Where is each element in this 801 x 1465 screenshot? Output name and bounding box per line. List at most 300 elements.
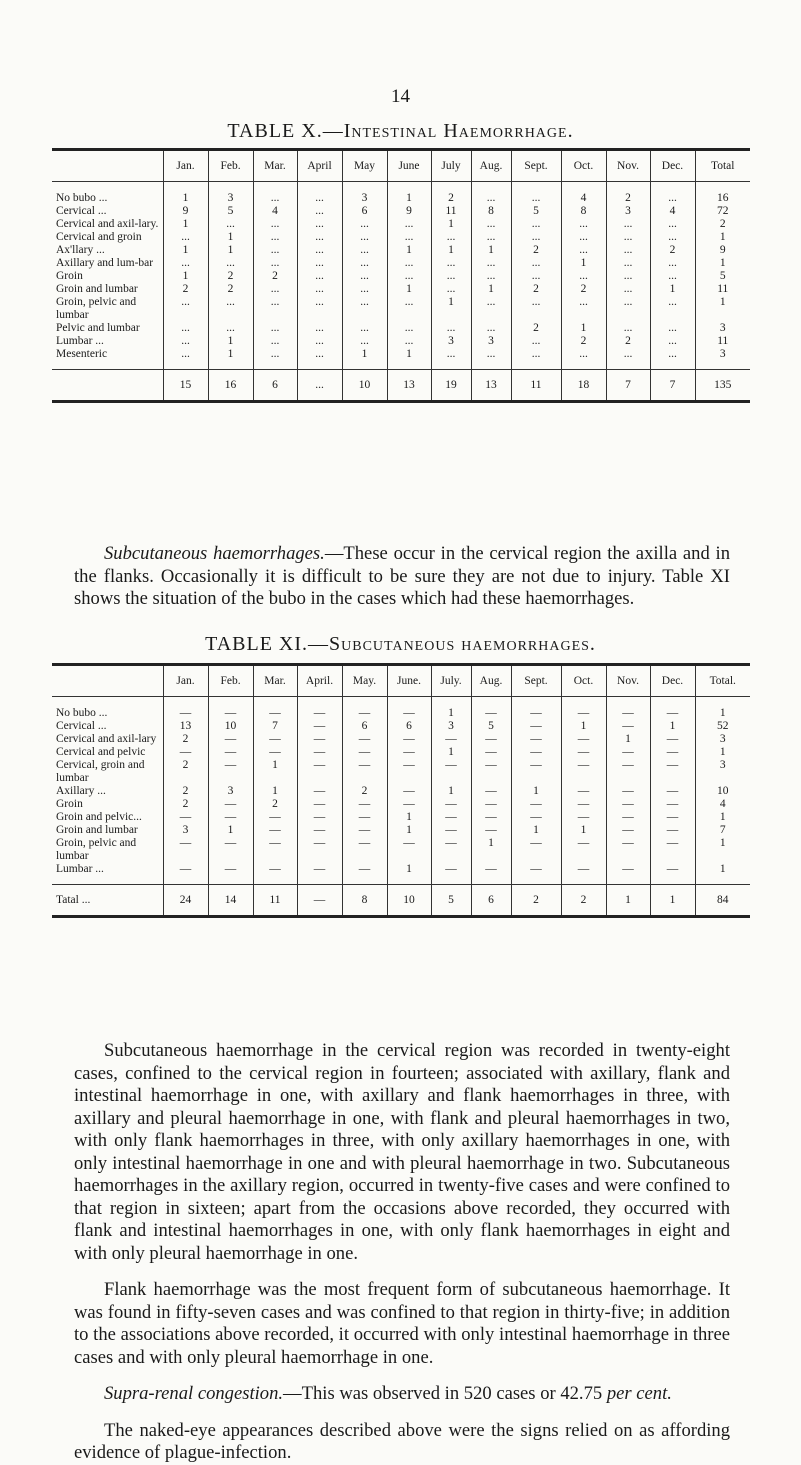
column-header: July. — [431, 665, 471, 697]
table-cell: ... — [650, 270, 695, 283]
table-row — [52, 322, 750, 335]
table-cell: 10 — [695, 785, 750, 798]
spacer-cell — [471, 182, 511, 193]
table-cell: — — [511, 837, 561, 863]
spacer-cell — [387, 697, 431, 708]
table-cell: ... — [511, 257, 561, 270]
table-cell: 1 — [208, 244, 253, 257]
table-row — [52, 218, 750, 231]
table-cell: — — [471, 707, 511, 720]
table-row — [52, 785, 750, 798]
row-label: Cervical ... — [56, 720, 107, 732]
table-cell: ... — [342, 270, 387, 283]
table-cell: 2 — [511, 283, 561, 296]
table-11-title — [0, 633, 801, 656]
table-cell: — — [650, 837, 695, 863]
total-cell: 24 — [163, 885, 208, 917]
table-cell: — — [561, 837, 606, 863]
total-cell: 15 — [163, 370, 208, 402]
paragraph-subcutaneous-intro — [74, 543, 730, 611]
table-cell: — — [342, 707, 387, 720]
table-cell: ... — [297, 335, 342, 348]
table-cell: 1 — [471, 283, 511, 296]
table-cell: ... — [650, 335, 695, 348]
table-cell: — — [606, 824, 650, 837]
spacer-cell — [163, 697, 208, 708]
table-cell: — — [561, 746, 606, 759]
table-cell: ... — [208, 218, 253, 231]
table-cell: 3 — [471, 335, 511, 348]
table-cell: 3 — [695, 759, 750, 785]
table-cell: 1 — [561, 322, 606, 335]
spacer-cell — [163, 182, 208, 193]
table-cell: — — [471, 746, 511, 759]
table-cell: — — [253, 746, 297, 759]
spacer-cell — [52, 182, 163, 193]
row-label: Lumbar ... — [56, 335, 104, 347]
total-cell: 2 — [561, 885, 606, 917]
total-cell: 13 — [387, 370, 431, 402]
total-cell: 84 — [695, 885, 750, 917]
spacer-cell — [253, 876, 297, 885]
total-cell: 7 — [650, 370, 695, 402]
table-cell: 1 — [695, 231, 750, 244]
table-row — [52, 798, 750, 811]
column-header: Aug. — [471, 665, 511, 697]
table-cell: 2 — [163, 785, 208, 798]
table-cell: 2 — [163, 283, 208, 296]
page-number: 14 — [391, 86, 410, 107]
table-cell: ... — [650, 296, 695, 322]
spacer-row — [52, 876, 750, 885]
column-header: April — [297, 150, 342, 182]
table-cell: — — [511, 811, 561, 824]
table-cell: ... — [511, 270, 561, 283]
row-label: Cervical and groin — [56, 231, 142, 243]
spacer-cell — [208, 182, 253, 193]
spacer-cell — [297, 876, 342, 885]
table-cell: — — [387, 733, 431, 746]
table-cell: — — [297, 785, 342, 798]
table-row — [52, 759, 750, 785]
table-cell: 2 — [163, 733, 208, 746]
table-cell: 2 — [561, 335, 606, 348]
spacer-cell — [163, 876, 208, 885]
table-cell: — — [208, 863, 253, 876]
table-cell: — — [387, 798, 431, 811]
table-cell: 1 — [163, 218, 208, 231]
table-cell: 2 — [342, 785, 387, 798]
table-cell: — — [650, 746, 695, 759]
table-cell: ... — [297, 270, 342, 283]
table-cell: 7 — [695, 824, 750, 837]
table-cell: ... — [606, 257, 650, 270]
table-cell: 3 — [431, 720, 471, 733]
table-cell: 9 — [387, 205, 431, 218]
table-cell: — — [163, 811, 208, 824]
table-cell: ... — [163, 296, 208, 322]
table-cell: 5 — [471, 720, 511, 733]
total-cell: 11 — [511, 370, 561, 402]
table-row — [52, 205, 750, 218]
table-cell: 1 — [387, 824, 431, 837]
spacer-cell — [561, 876, 606, 885]
table-cell: ... — [606, 283, 650, 296]
table-cell: ... — [342, 244, 387, 257]
column-header: Dec. — [650, 665, 695, 697]
table-cell: — — [253, 824, 297, 837]
table-cell: 2 — [695, 218, 750, 231]
column-header: Feb. — [208, 150, 253, 182]
table-cell: 3 — [163, 824, 208, 837]
total-cell: 13 — [471, 370, 511, 402]
row-label: Cervical ... — [56, 205, 107, 217]
total-cell: 7 — [606, 370, 650, 402]
row-label: No bubo ... — [56, 192, 108, 204]
spacer-cell — [511, 697, 561, 708]
table-cell: — — [342, 824, 387, 837]
table-cell: — — [650, 863, 695, 876]
spacer-cell — [52, 876, 163, 885]
row-label: Lumbar ... — [56, 863, 104, 875]
table-cell: ... — [163, 231, 208, 244]
column-header: Dec. — [650, 150, 695, 182]
table-cell: ... — [208, 257, 253, 270]
table-cell: 1 — [471, 837, 511, 863]
table-cell: — — [208, 759, 253, 785]
table-cell: 5 — [695, 270, 750, 283]
table-cell: — — [511, 733, 561, 746]
table-cell: 7 — [253, 720, 297, 733]
table-cell: 1 — [163, 244, 208, 257]
table-cell: ... — [253, 335, 297, 348]
table-cell: ... — [471, 218, 511, 231]
table-cell: — — [650, 707, 695, 720]
spacer-cell — [208, 876, 253, 885]
row-label: Cervical and axil-lary — [56, 733, 157, 745]
table-cell: — — [163, 863, 208, 876]
table-cell: ... — [431, 322, 471, 335]
table-10-header-row — [52, 150, 750, 182]
column-header — [52, 150, 163, 182]
table-cell: — — [561, 759, 606, 785]
total-cell: 1 — [650, 885, 695, 917]
table-cell: 6 — [342, 720, 387, 733]
spacer-cell — [650, 876, 695, 885]
table-cell: 1 — [163, 270, 208, 283]
table-cell: — — [471, 811, 511, 824]
spacer-cell — [387, 361, 431, 370]
table-cell: ... — [471, 322, 511, 335]
table-cell: — — [511, 798, 561, 811]
table-cell: — — [511, 759, 561, 785]
table-cell: 2 — [208, 283, 253, 296]
table-cell: 1 — [561, 824, 606, 837]
table-cell: — — [163, 746, 208, 759]
table-cell: 3 — [208, 785, 253, 798]
table-cell: — — [511, 707, 561, 720]
table-cell: 11 — [695, 335, 750, 348]
table-cell: 2 — [606, 335, 650, 348]
spacer-cell — [297, 697, 342, 708]
paragraph-cervical-axillary: Subcutaneous haemorrhage in the cervical region was recorded in twenty-eight cases, confined to the cervical region in fourteen; associated with axillary, flank and intestinal haemorrhage in one, with axillary and flank haemorrhages in three, with axillary and pleural haemorrhage in one, with flank and pleural haemorrhages in two, with only flank haemorrhages in three, with only axillary haemorrhages in one, with only intestinal haemorrhage in one and with pleural haemorrhage in two. Subcutaneous haemorrhages in the axillary region, occurred in twenty-five cases and were confined to that region in sixteen; apart from the occasions above recorded, they occurred with flank and intestinal haemorrhages in one, with only flank haemorrhages in eight and with only pleural haemorrhage in one. — [74, 1040, 730, 1264]
table-cell: ... — [208, 296, 253, 322]
table-cell: 16 — [695, 192, 750, 205]
table-cell: — — [297, 746, 342, 759]
table-cell: ... — [342, 283, 387, 296]
table-cell: — — [342, 863, 387, 876]
table-cell: ... — [253, 283, 297, 296]
table-cell: 1 — [695, 296, 750, 322]
table-cell: 4 — [253, 205, 297, 218]
table-cell: ... — [606, 270, 650, 283]
table-cell: ... — [342, 218, 387, 231]
table-cell: — — [297, 798, 342, 811]
row-label: Axillary ... — [56, 785, 106, 797]
table-cell: 3 — [208, 192, 253, 205]
table-cell: 1 — [650, 720, 695, 733]
table-cell: — — [431, 733, 471, 746]
column-header: Nov. — [606, 150, 650, 182]
table-cell: ... — [297, 231, 342, 244]
table-cell: ... — [511, 231, 561, 244]
total-row — [52, 885, 750, 917]
table-cell: ... — [297, 296, 342, 322]
table-cell: — — [387, 707, 431, 720]
table-cell: — — [208, 707, 253, 720]
table-cell: — — [342, 811, 387, 824]
table-cell: 2 — [431, 192, 471, 205]
table-cell: 52 — [695, 720, 750, 733]
table-cell: — — [208, 798, 253, 811]
spacer-cell — [606, 876, 650, 885]
spacer-cell — [387, 182, 431, 193]
table-cell: 2 — [511, 322, 561, 335]
spacer-cell — [695, 361, 750, 370]
table-cell: 2 — [650, 244, 695, 257]
table-cell: — — [511, 863, 561, 876]
table-cell: ... — [253, 231, 297, 244]
table-cell: ... — [387, 335, 431, 348]
table-cell: 1 — [431, 707, 471, 720]
column-header: June — [387, 150, 431, 182]
table-cell: — — [511, 720, 561, 733]
table-cell: ... — [431, 231, 471, 244]
total-row — [52, 370, 750, 402]
table-cell: 6 — [342, 205, 387, 218]
column-header: Oct. — [561, 150, 606, 182]
column-header: June. — [387, 665, 431, 697]
spacer-cell — [297, 182, 342, 193]
total-cell: 18 — [561, 370, 606, 402]
table-cell: — — [297, 720, 342, 733]
table-cell: 1 — [561, 257, 606, 270]
table-cell: — — [431, 798, 471, 811]
table-cell: ... — [163, 257, 208, 270]
table-cell: ... — [387, 322, 431, 335]
row-label: Groin, pelvic and lumbar — [56, 296, 137, 321]
table-cell: 11 — [431, 205, 471, 218]
table-cell: — — [163, 837, 208, 863]
table-cell: 1 — [342, 348, 387, 361]
table-cell: 10 — [208, 720, 253, 733]
table-cell: — — [431, 863, 471, 876]
table-cell: ... — [561, 348, 606, 361]
row-label: Cervical, groin and lumbar — [56, 759, 145, 784]
table-cell: 1 — [695, 746, 750, 759]
row-label: Groin and pelvic... — [56, 811, 142, 823]
spacer-cell — [342, 697, 387, 708]
table-cell: ... — [561, 244, 606, 257]
per-cent-text: per cent. — [606, 1383, 672, 1404]
total-label — [52, 370, 163, 402]
table-cell: — — [606, 785, 650, 798]
table-row — [52, 231, 750, 244]
table-cell: 1 — [431, 746, 471, 759]
row-label: Pelvic and lumbar — [56, 322, 140, 334]
table-cell: — — [561, 707, 606, 720]
spacer-cell — [511, 361, 561, 370]
table-cell: 1 — [511, 785, 561, 798]
table-cell: — — [511, 746, 561, 759]
table-cell: ... — [431, 257, 471, 270]
table-cell: 1 — [387, 283, 431, 296]
table-cell: 8 — [561, 205, 606, 218]
table-cell: — — [561, 798, 606, 811]
table-cell: ... — [387, 270, 431, 283]
spacer-cell — [387, 876, 431, 885]
table-cell: — — [606, 759, 650, 785]
table-cell: 2 — [163, 759, 208, 785]
table-cell: — — [297, 837, 342, 863]
table-row — [52, 733, 750, 746]
table-cell: ... — [297, 244, 342, 257]
table-row — [52, 746, 750, 759]
row-label: Cervical and axil-lary. — [56, 218, 159, 230]
row-label: Ax'llary ... — [56, 244, 105, 256]
total-cell: 1 — [606, 885, 650, 917]
table-cell: — — [606, 863, 650, 876]
table-cell: ... — [511, 296, 561, 322]
table-cell: — — [253, 863, 297, 876]
column-header: Jan. — [163, 665, 208, 697]
table-cell: — — [650, 733, 695, 746]
table-cell: 1 — [387, 811, 431, 824]
spacer-cell — [52, 361, 163, 370]
table-cell: — — [561, 811, 606, 824]
table-cell: 2 — [163, 798, 208, 811]
row-label: Cervical and pelvic — [56, 746, 146, 758]
table-cell: 5 — [511, 205, 561, 218]
table-cell: — — [606, 798, 650, 811]
table-10-label: TABLE X. — [227, 120, 323, 142]
table-cell: 1 — [606, 733, 650, 746]
table-cell: 5 — [208, 205, 253, 218]
table-cell: ... — [471, 348, 511, 361]
table-cell: ... — [297, 192, 342, 205]
spacer-cell — [431, 876, 471, 885]
table-cell: ... — [650, 192, 695, 205]
table-intestinal-haemorrhage — [52, 148, 750, 403]
total-cell: 8 — [342, 885, 387, 917]
table-cell: 8 — [471, 205, 511, 218]
table-cell: 1 — [387, 348, 431, 361]
spacer-cell — [511, 876, 561, 885]
table-cell: ... — [606, 231, 650, 244]
spacer-row — [52, 361, 750, 370]
spacer-cell — [650, 697, 695, 708]
table-cell: ... — [297, 218, 342, 231]
table-cell: 1 — [208, 335, 253, 348]
table-cell: — — [208, 746, 253, 759]
column-header: Mar. — [253, 665, 297, 697]
table-row — [52, 296, 750, 322]
table-cell: ... — [606, 296, 650, 322]
table-cell: — — [387, 759, 431, 785]
table-cell: 72 — [695, 205, 750, 218]
table-cell: 9 — [695, 244, 750, 257]
table-cell: 3 — [431, 335, 471, 348]
total-cell: 5 — [431, 885, 471, 917]
table-row — [52, 192, 750, 205]
table-cell: — — [297, 759, 342, 785]
total-label: Tatal ... — [52, 885, 163, 917]
supra-renal-text: —This was observed in 520 cases or 42.75 — [283, 1383, 607, 1404]
table-cell: 1 — [695, 257, 750, 270]
table-cell: ... — [253, 348, 297, 361]
table-cell: ... — [471, 257, 511, 270]
table-cell: 1 — [471, 244, 511, 257]
row-label: Groin, pelvic and lumbar — [56, 837, 137, 862]
spacer-cell — [431, 697, 471, 708]
table-cell: 11 — [695, 283, 750, 296]
table-cell: ... — [387, 257, 431, 270]
table-cell: 1 — [695, 707, 750, 720]
spacer-cell — [471, 361, 511, 370]
total-cell: 16 — [208, 370, 253, 402]
spacer-cell — [297, 361, 342, 370]
table-row — [52, 348, 750, 361]
row-label: Groin and lumbar — [56, 283, 138, 295]
supra-renal-heading: Supra-renal congestion. — [104, 1383, 284, 1404]
table-cell: 4 — [695, 798, 750, 811]
table-cell: ... — [253, 322, 297, 335]
table-cell: ... — [387, 296, 431, 322]
table-cell: ... — [561, 231, 606, 244]
spacer-cell — [695, 876, 750, 885]
spacer-cell — [561, 361, 606, 370]
column-header: April. — [297, 665, 342, 697]
table-row — [52, 811, 750, 824]
spacer-cell — [695, 182, 750, 193]
column-header: July — [431, 150, 471, 182]
total-cell: ... — [297, 370, 342, 402]
table-cell: 2 — [511, 244, 561, 257]
spacer-cell — [561, 697, 606, 708]
table-cell: 1 — [163, 192, 208, 205]
table-cell: 6 — [387, 720, 431, 733]
table-cell: ... — [342, 335, 387, 348]
table-cell: — — [342, 746, 387, 759]
table-cell: 3 — [695, 733, 750, 746]
table-cell: 2 — [253, 270, 297, 283]
table-cell: ... — [471, 231, 511, 244]
spacer-cell — [342, 876, 387, 885]
table-cell: ... — [606, 322, 650, 335]
column-header: Aug. — [471, 150, 511, 182]
table-cell: ... — [297, 257, 342, 270]
table-cell: ... — [606, 244, 650, 257]
